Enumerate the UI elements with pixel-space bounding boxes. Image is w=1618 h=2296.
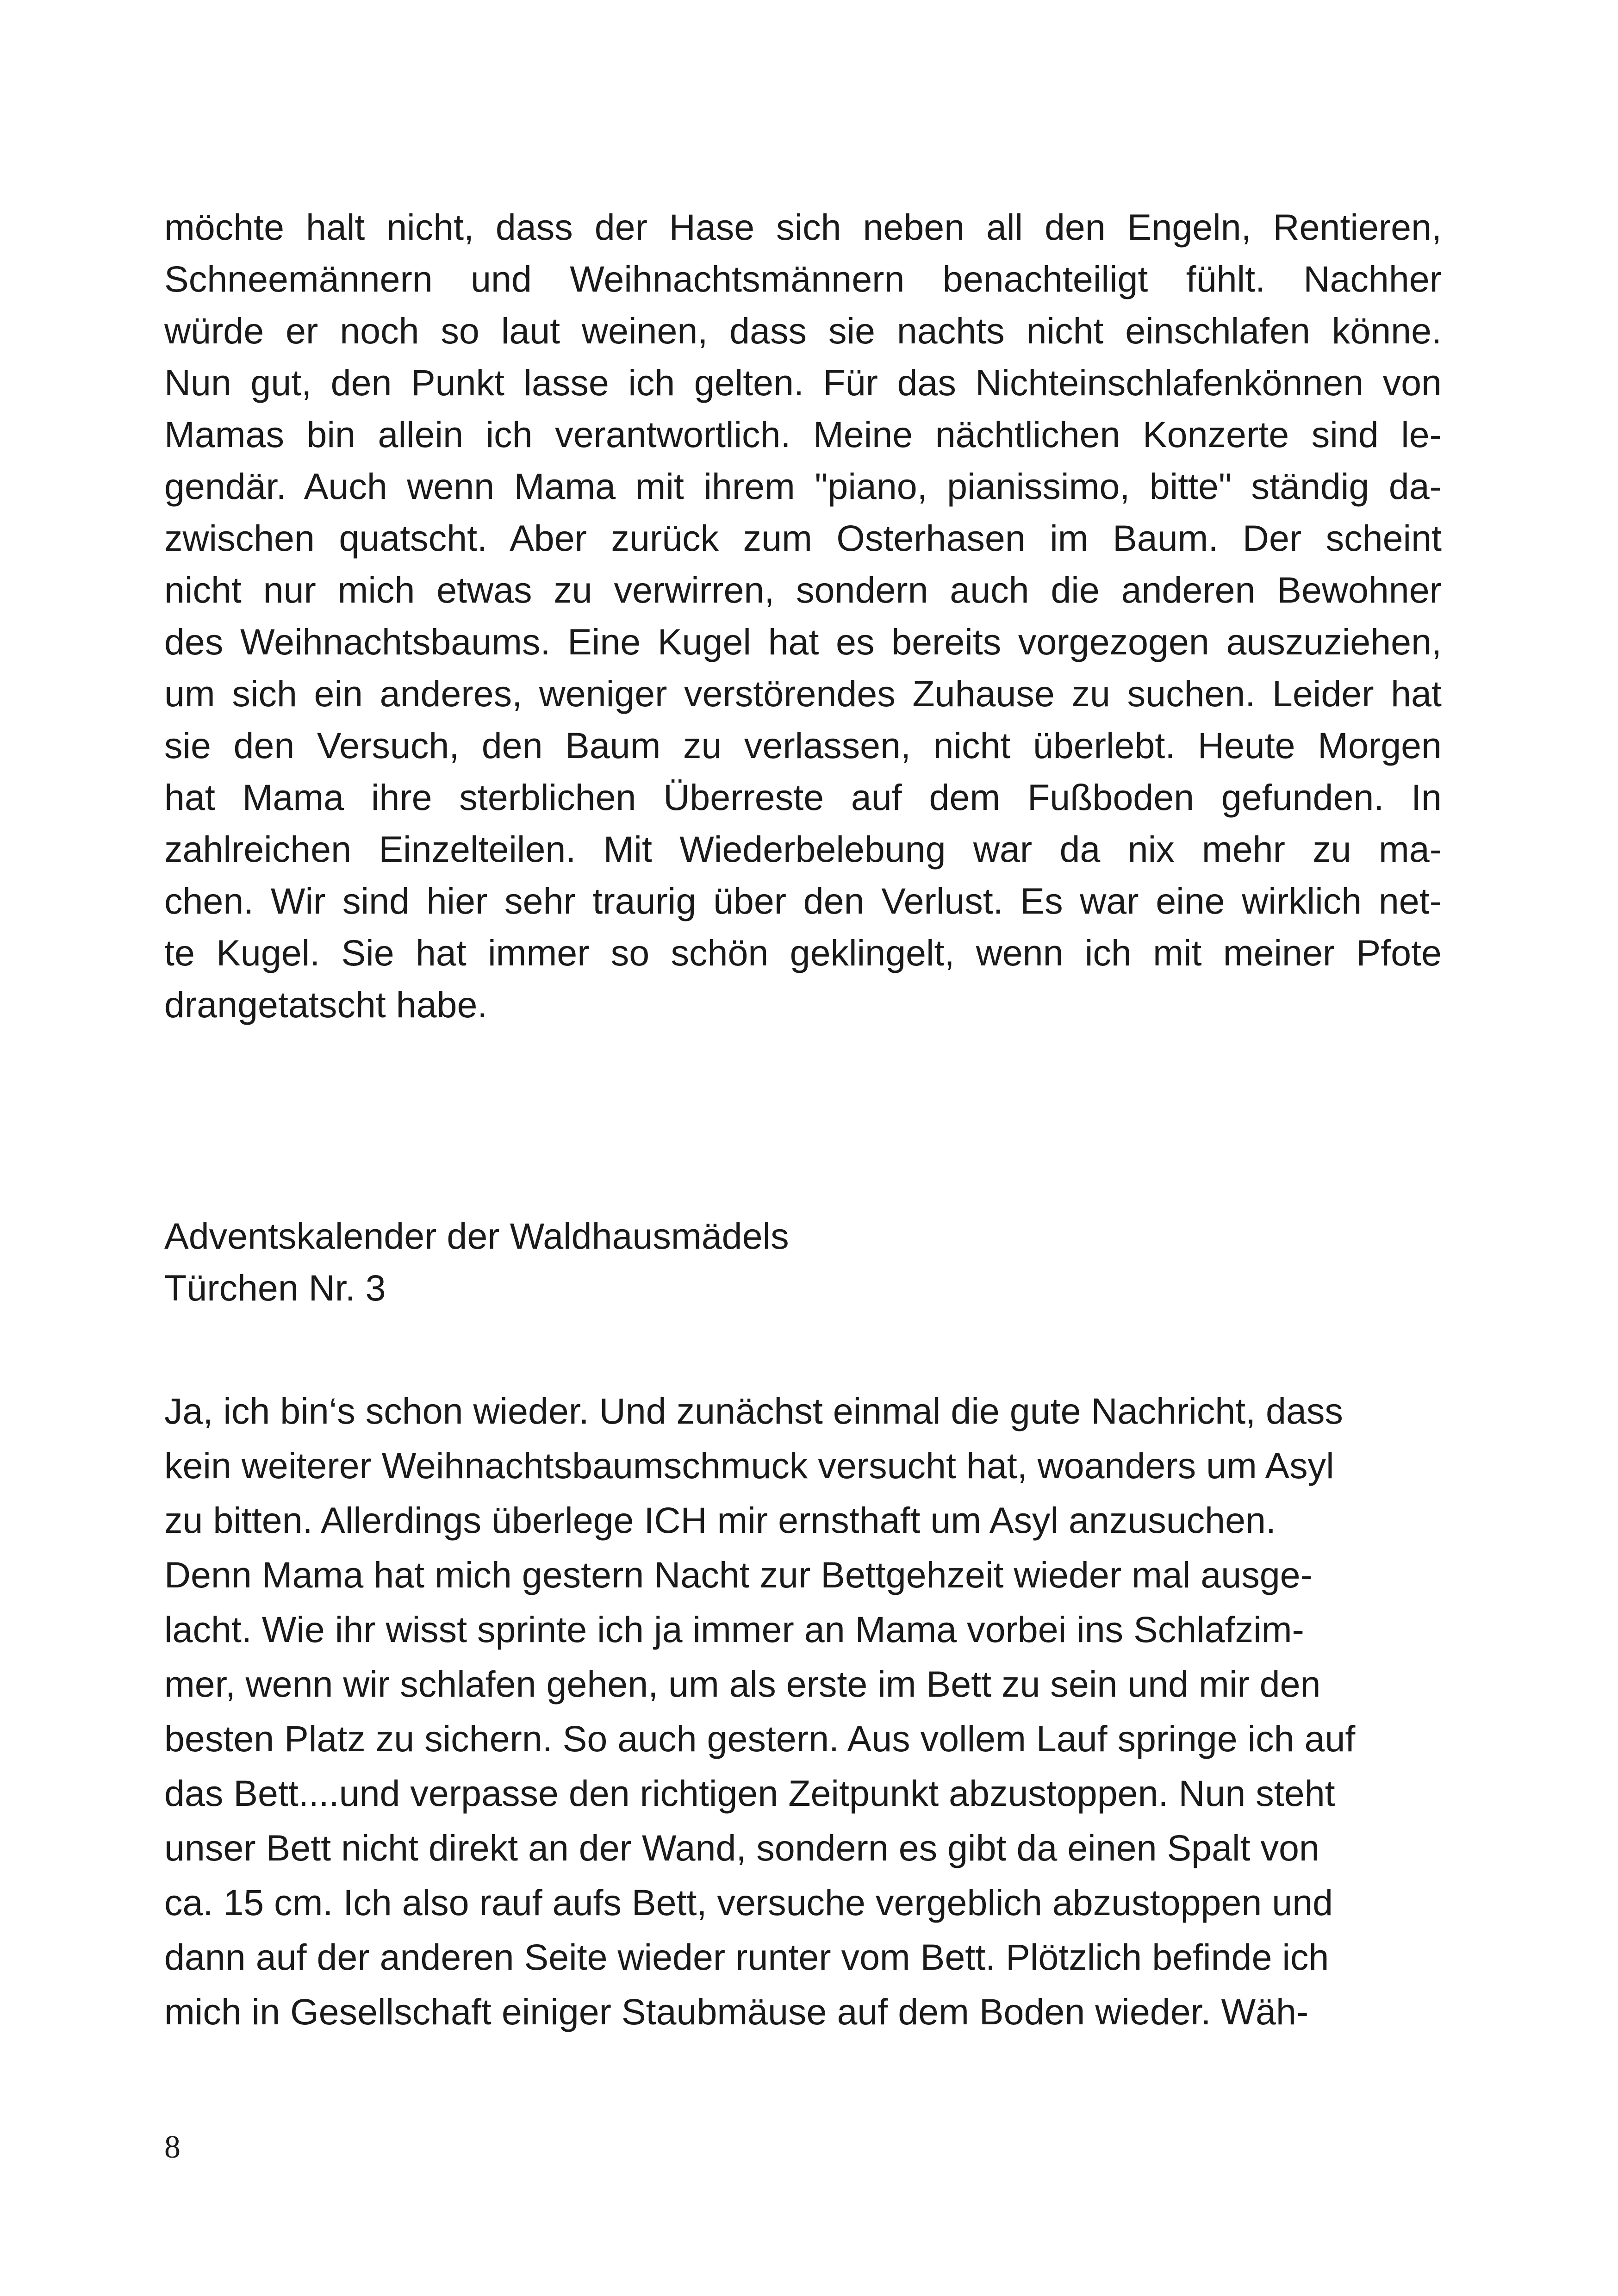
text-line: zwischen quatscht. Aber zurück zum Osterhasen im Baum. Der scheint <box>164 517 1442 559</box>
paragraph-1 <box>164 201 1442 1031</box>
page-number: 8 <box>164 2129 180 2165</box>
text-line: te Kugel. Sie hat immer so schön geklingelt, wenn ich mit meiner Pfote <box>164 932 1442 973</box>
text-line: zu bitten. Allerdings überlege ICH mir ernsthaft um Asyl anzusuchen. <box>164 1500 1276 1541</box>
text-line: gendär. Auch wenn Mama mit ihrem "piano, pianissimo, bitte" ständig da- <box>164 466 1442 507</box>
paragraph-2 <box>164 1384 1442 2039</box>
text-line: Ja, ich bin‘s schon wieder. Und zunächst einmal die gute Nachricht, dass <box>164 1390 1343 1431</box>
text-line: das Bett....und verpasse den richtigen Zeitpunkt abzustoppen. Nun steht <box>164 1773 1335 1814</box>
text-line: kein weiterer Weihnachtsbaumschmuck versucht hat, woanders um Asyl <box>164 1445 1334 1486</box>
text-line: unser Bett nicht direkt an der Wand, sondern es gibt da einen Spalt von <box>164 1827 1319 1868</box>
text-line: möchte halt nicht, dass der Hase sich neben all den Engeln, Rentieren, <box>164 206 1442 248</box>
text-line: nicht nur mich etwas zu verwirren, sondern auch die anderen Bewohner <box>164 569 1442 610</box>
section-heading <box>164 1210 1442 1314</box>
text-line: mer, wenn wir schlafen gehen, um als erste im Bett zu sein und mir den <box>164 1663 1321 1705</box>
text-line: besten Platz zu sichern. So auch gestern. Aus vollem Lauf springe ich auf <box>164 1718 1356 1759</box>
text-line: des Weihnachtsbaums. Eine Kugel hat es bereits vorgezogen auszuziehen, <box>164 621 1442 662</box>
text-line: mich in Gesellschaft einiger Staubmäuse auf dem Boden wieder. Wäh- <box>164 1991 1309 2032</box>
text-line: Mamas bin allein ich verantwortlich. Meine nächtlichen Konzerte sind le- <box>164 414 1442 455</box>
heading-subtitle: Türchen Nr. 3 <box>164 1267 386 1308</box>
text-line: lacht. Wie ihr wisst sprinte ich ja immer an Mama vorbei ins Schlafzim- <box>164 1609 1304 1650</box>
text-line: dann auf der anderen Seite wieder runter vom Bett. Plötzlich befinde ich <box>164 1936 1329 1978</box>
text-line: um sich ein anderes, weniger verstörendes Zuhause zu suchen. Leider hat <box>164 673 1442 714</box>
text-line: zahlreichen Einzelteilen. Mit Wiederbelebung war da nix mehr zu ma- <box>164 828 1442 870</box>
text-line: Denn Mama hat mich gestern Nacht zur Bettgehzeit wieder mal ausge- <box>164 1554 1313 1595</box>
text-line: hat Mama ihre sterblichen Überreste auf dem Fußboden gefunden. In <box>164 777 1442 818</box>
text-line: Nun gut, den Punkt lasse ich gelten. Für das Nichteinschlafenkönnen von <box>164 362 1442 403</box>
heading-title: Adventskalender der Waldhausmädels <box>164 1215 789 1257</box>
text-line: ca. 15 cm. Ich also rauf aufs Bett, versuche vergeblich abzustoppen und <box>164 1882 1333 1923</box>
text-line: würde er noch so laut weinen, dass sie nachts nicht einschlafen könne. <box>164 310 1442 351</box>
text-line: chen. Wir sind hier sehr traurig über den Verlust. Es war eine wirklich net- <box>164 880 1442 921</box>
text-line: drangetatscht habe. <box>164 984 488 1025</box>
text-line: Schneemännern und Weihnachtsmännern benachteiligt fühlt. Nachher <box>164 258 1442 299</box>
text-line: sie den Versuch, den Baum zu verlassen, nicht überlebt. Heute Morgen <box>164 725 1442 766</box>
